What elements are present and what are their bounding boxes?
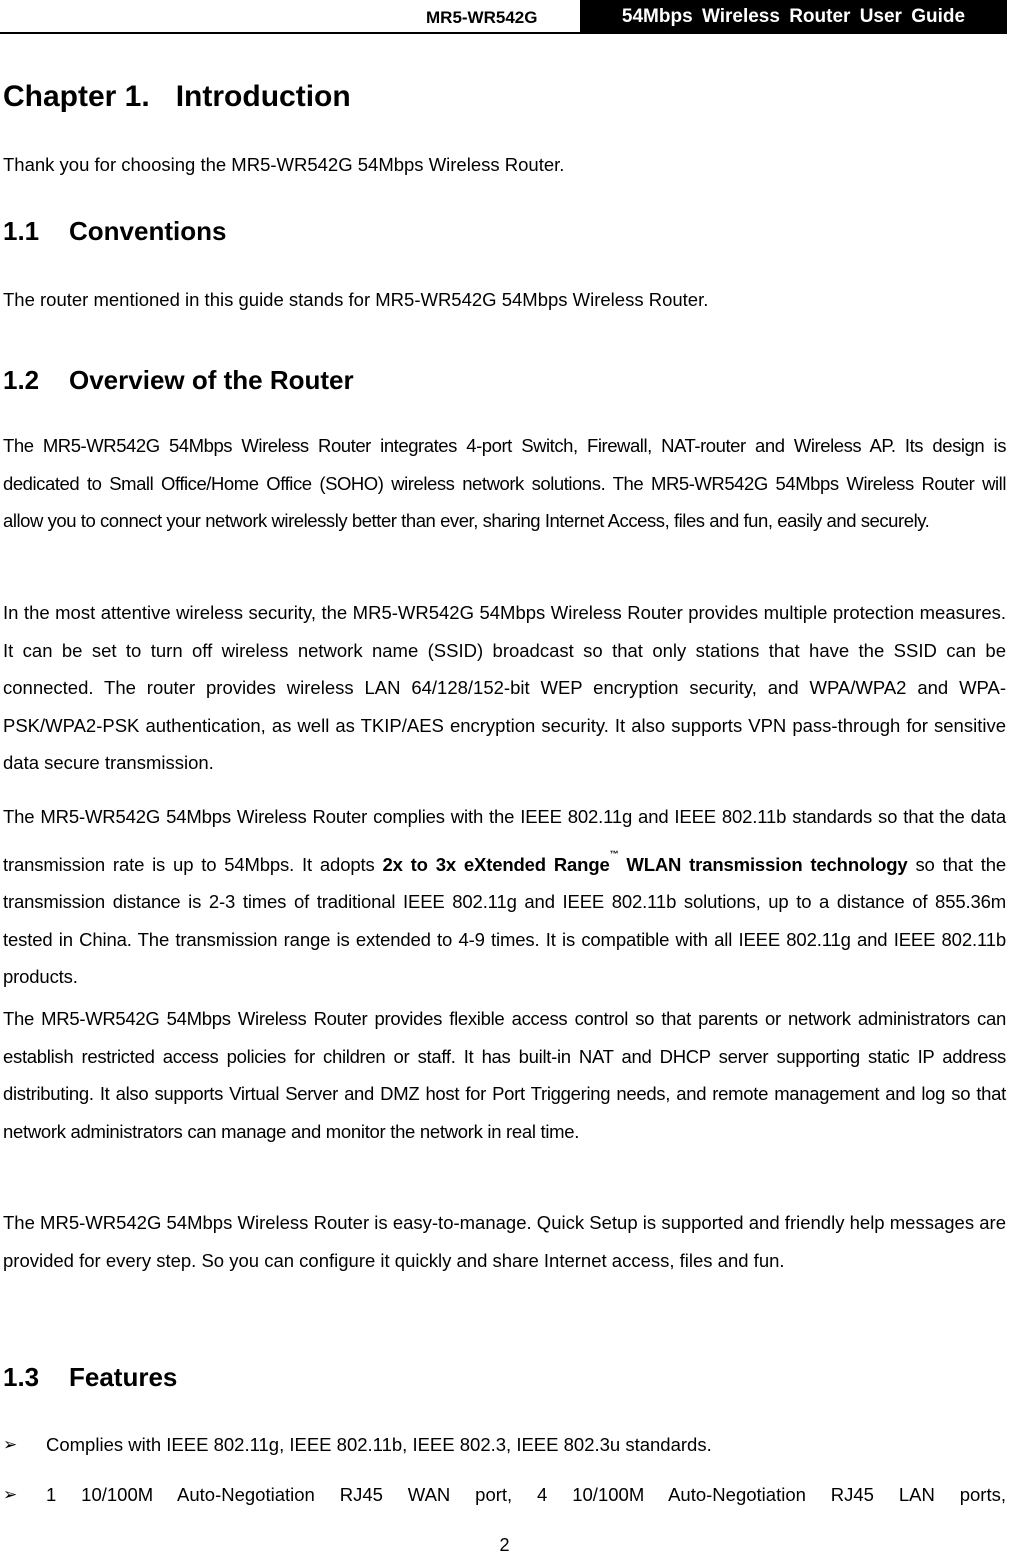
section-title: Features xyxy=(69,1362,178,1392)
overview-paragraph-3 xyxy=(3,798,1006,996)
p3-text-before: The MR5-WR542G 54Mbps Wireless Router complies with the IEEE 802.11g and IEEE 802.11b standards so that the data transmission rate is up to 54Mbps. It adopts xyxy=(3,806,1006,875)
chapter-title: Introduction xyxy=(175,80,351,113)
section-title: Overview of the Router xyxy=(69,365,354,395)
intro-paragraph: Thank you for choosing the MR5-WR542G 54Mbps Wireless Router. xyxy=(3,154,565,175)
section-heading-overview xyxy=(3,365,354,396)
p3-text-after: so that the transmission distance is 2-3 times of traditional IEEE 802.11g and IEEE 802.11b solutions, up to a distance of 855.36m tested in China. The transmission range is extended to 4-9 times. It is compatible with all IEEE 802.11g and IEEE 802.11b products. xyxy=(3,853,1007,987)
conventions-paragraph: The router mentioned in this guide stands for MR5-WR542G 54Mbps Wireless Router. xyxy=(3,289,709,310)
section-title: Conventions xyxy=(69,216,227,246)
chapter-heading xyxy=(3,80,351,114)
section-heading-features xyxy=(3,1362,177,1393)
feature-text: Complies with IEEE 802.11g, IEEE 802.11b, IEEE 802.3, IEEE 802.3u standards. xyxy=(46,1434,712,1455)
feature-text: 1 10/100M Auto-Negotiation RJ45 WAN port, 4 10/100M Auto-Negotiation RJ45 LAN ports, xyxy=(46,1484,1006,1505)
overview-paragraph-2: In the most attentive wireless security, the MR5-WR542G 54Mbps Wireless Router provides multiple protection measures. It can be set to turn off wireless network name (SSID) broadcast so that only stations that have the SSID can be connected. The router provides wireless LAN 64/128/152-bit WEP encryption security, and WPA/WPA2 and WPA-PSK/WPA2-PSK authentication, as well as TKIP/AES encryption security. It also supports VPN pass-through for sensitive data secure transmission. xyxy=(3,602,1006,773)
chapter-number: Chapter 1. xyxy=(3,80,150,113)
section-number: 1.3 xyxy=(3,1362,40,1392)
overview-paragraph-4: The MR5-WR542G 54Mbps Wireless Router provides flexible access control so that parents or network administrators can establish restricted access policies for children or staff. It has built-in NAT and DHCP server supporting static IP address distributing. It also supports Virtual Server and DMZ host for Port Triggering needs, and remote management and log so that network administrators can manage and monitor the network in real time. xyxy=(3,1008,1006,1142)
overview-paragraph-1: The MR5-WR542G 54Mbps Wireless Router integrates 4-port Switch, Firewall, NAT-router and Wireless AP. Its design is dedicated to Small Office/Home Office (SOHO) wireless network solutions. The MR5-WR542G 54Mbps Wireless Router will allow you to connect your network wirelessly better than ever, sharing Internet Access, files and fun, easily and securely. xyxy=(3,435,1006,531)
p3-bold-range: 2x to 3x eXtended Range xyxy=(382,853,610,875)
p3-bold-technology: WLAN transmission technology xyxy=(618,853,908,875)
header-model: MR5-WR542G xyxy=(426,8,538,27)
trademark-symbol: ™ xyxy=(609,848,619,859)
overview-paragraph-5: The MR5-WR542G 54Mbps Wireless Router is easy-to-manage. Quick Setup is supported and friendly help messages are provided for every step. So you can configure it quickly and share Internet access, files and fun. xyxy=(3,1212,1006,1271)
header-rule xyxy=(0,32,1007,34)
section-number: 1.2 xyxy=(3,365,40,395)
section-number: 1.1 xyxy=(3,216,40,246)
page-header xyxy=(0,0,1007,34)
header-guide-title: 54Mbps Wireless Router User Guide xyxy=(580,0,1007,34)
page-number: 2 xyxy=(499,1535,510,1555)
bullet-arrow-icon: ➢ xyxy=(3,1435,18,1454)
bullet-arrow-icon: ➢ xyxy=(3,1485,18,1504)
section-heading-conventions xyxy=(3,216,226,247)
